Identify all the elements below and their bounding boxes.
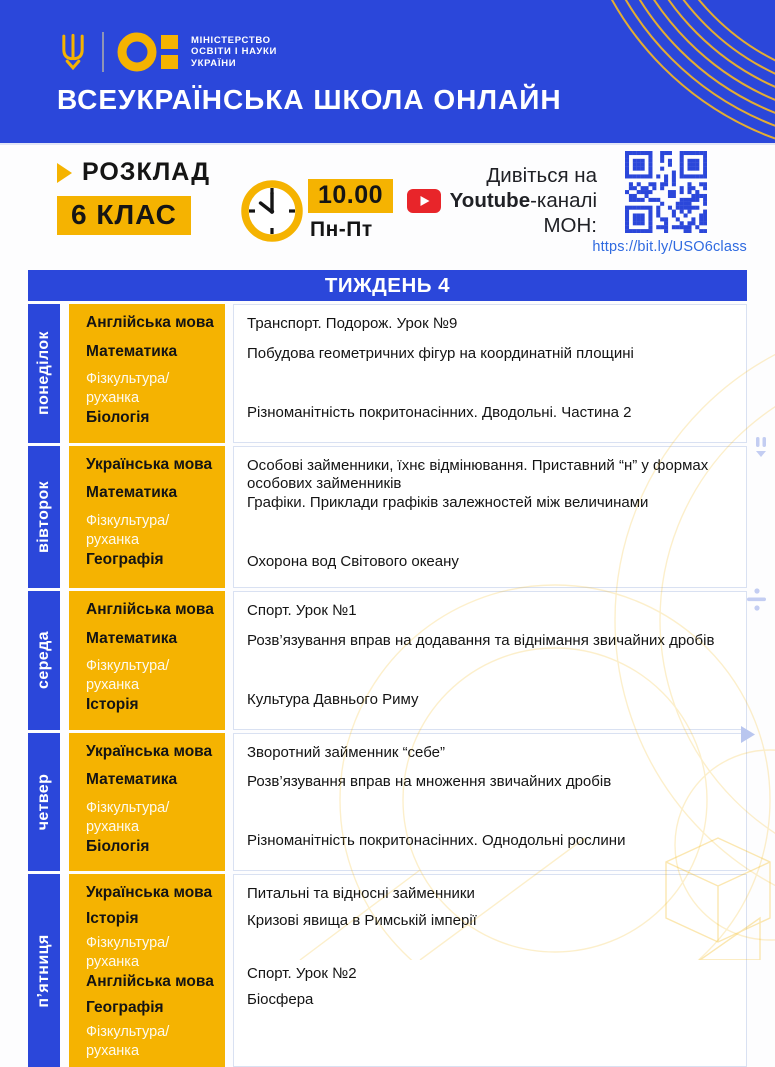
day-row	[28, 733, 747, 872]
subject-label: Українська мова	[86, 742, 213, 760]
topic-text: Спорт. Урок №1	[247, 602, 357, 619]
subject-label: Математика	[86, 484, 178, 501]
triangle-icon	[57, 163, 72, 183]
subject-label: Історія	[86, 909, 139, 927]
day-row	[28, 591, 747, 730]
subject-label: Математика	[86, 629, 178, 647]
topic-text: Зворотний займенник “себе”	[247, 743, 445, 761]
subject-label: Географія	[86, 998, 164, 1016]
schedule-table	[0, 304, 775, 1067]
info-band	[0, 145, 775, 270]
day-label: понеділок	[28, 304, 60, 443]
topic-text: Розв’язування вправ на додавання та віднімання звичайних дробів	[247, 631, 715, 649]
subjects-column	[69, 446, 225, 589]
brand-divider	[102, 32, 104, 72]
subject-label: Фізкультура/руханка	[86, 658, 170, 693]
qr-link[interactable]: https://bit.ly/USO6class	[592, 239, 747, 255]
subject-label: Фізкультура/руханка	[86, 935, 170, 970]
schedule-label: РОЗКЛАД	[82, 158, 211, 186]
subjects-column	[69, 304, 225, 443]
subject-label: Біологія	[86, 409, 150, 426]
youtube-callout	[407, 163, 597, 238]
subject-label: Англійська мова	[86, 973, 214, 990]
subject-label: Біологія	[86, 837, 150, 855]
topic-text: Питальні та відносні займенники	[247, 885, 475, 902]
topic-text: Культура Давнього Риму	[247, 690, 419, 708]
topic-text: Біосфера	[247, 991, 314, 1008]
day-label: четвер	[28, 733, 60, 872]
time-badge: 10.00	[308, 179, 393, 213]
subjects-column	[69, 733, 225, 872]
class-badge: 6 КЛАС	[57, 196, 191, 235]
subjects-column	[69, 874, 225, 1067]
qr-code	[625, 151, 707, 233]
topics-column	[233, 733, 747, 872]
subject-label: Англійська мова	[86, 601, 214, 618]
topic-text	[247, 802, 734, 832]
topic-text: Різноманітність покритонасінних. Дводольні. Частина 2	[247, 403, 632, 421]
watch-line-2: Youtube-каналі	[449, 189, 597, 212]
subject-label: Історія	[86, 696, 139, 713]
topic-text	[247, 373, 734, 403]
time-block	[308, 179, 393, 242]
topic-text: Охорона вод Світового океану	[247, 552, 459, 570]
topic-text	[247, 522, 734, 552]
trident-icon	[58, 30, 88, 74]
watch-line-1: Дивіться на	[486, 164, 597, 187]
topics-column	[233, 446, 747, 589]
topics-column	[233, 591, 747, 730]
page-title: ВСЕУКРАЇНСЬКА ШКОЛА ОНЛАЙН	[57, 84, 562, 115]
topic-text: Різноманітність покритонасінних. Однодольні рослини	[247, 832, 626, 849]
subject-label: Фізкультура/руханка	[86, 1024, 170, 1059]
subject-label: Математика	[86, 342, 178, 360]
topics-column	[233, 874, 747, 1067]
topic-text: Спорт. Урок №2	[247, 964, 357, 982]
subjects-column	[69, 591, 225, 730]
day-label: п’ятниця	[28, 874, 60, 1067]
youtube-icon	[407, 189, 441, 213]
schedule-block	[57, 158, 210, 235]
clock-icon	[238, 177, 306, 245]
topic-text: Розв’язування вправ на множення звичайних дробів	[247, 773, 612, 790]
hero-header	[0, 0, 775, 145]
day-row	[28, 874, 747, 1067]
day-label: середа	[28, 591, 60, 730]
brand-lockup	[58, 30, 277, 74]
topic-text: Транспорт. Подорож. Урок №9	[247, 315, 458, 332]
day-label: вівторок	[28, 446, 60, 589]
qr-block	[592, 151, 747, 255]
topic-text: Графіки. Приклади графіків залежностей між величинами	[247, 493, 649, 511]
day-row	[28, 446, 747, 589]
mon-logo-icon	[117, 30, 181, 74]
topics-column	[233, 304, 747, 443]
subject-label: Фізкультура/руханка	[86, 371, 170, 406]
subject-label: Географія	[86, 550, 164, 568]
subject-label: Українська мова	[86, 884, 213, 901]
subject-label: Фізкультура/руханка	[86, 512, 170, 548]
topic-text	[247, 1017, 734, 1044]
topic-text: Особові займенники, їхнє відмінювання. Приставний “н” у формах особових займенників	[247, 456, 709, 492]
subject-label: Українська мова	[86, 455, 213, 473]
week-banner: ТИЖДЕНЬ 4	[28, 270, 747, 301]
watch-line-3: МОН:	[543, 214, 597, 237]
weekdays-label: Пн-Пт	[310, 218, 373, 241]
subject-label: Англійська мова	[86, 314, 214, 331]
subject-label: Математика	[86, 771, 178, 788]
topic-text: Кризові явища в Римській імперії	[247, 911, 477, 929]
topic-text: Побудова геометричних фігур на координатній площині	[247, 344, 634, 362]
ministry-name: МІНІСТЕРСТВО ОСВІТИ І НАУКИ УКРАЇНИ	[191, 34, 277, 69]
day-row	[28, 304, 747, 443]
topic-text	[247, 660, 734, 690]
subject-label: Фізкультура/руханка	[86, 799, 170, 835]
